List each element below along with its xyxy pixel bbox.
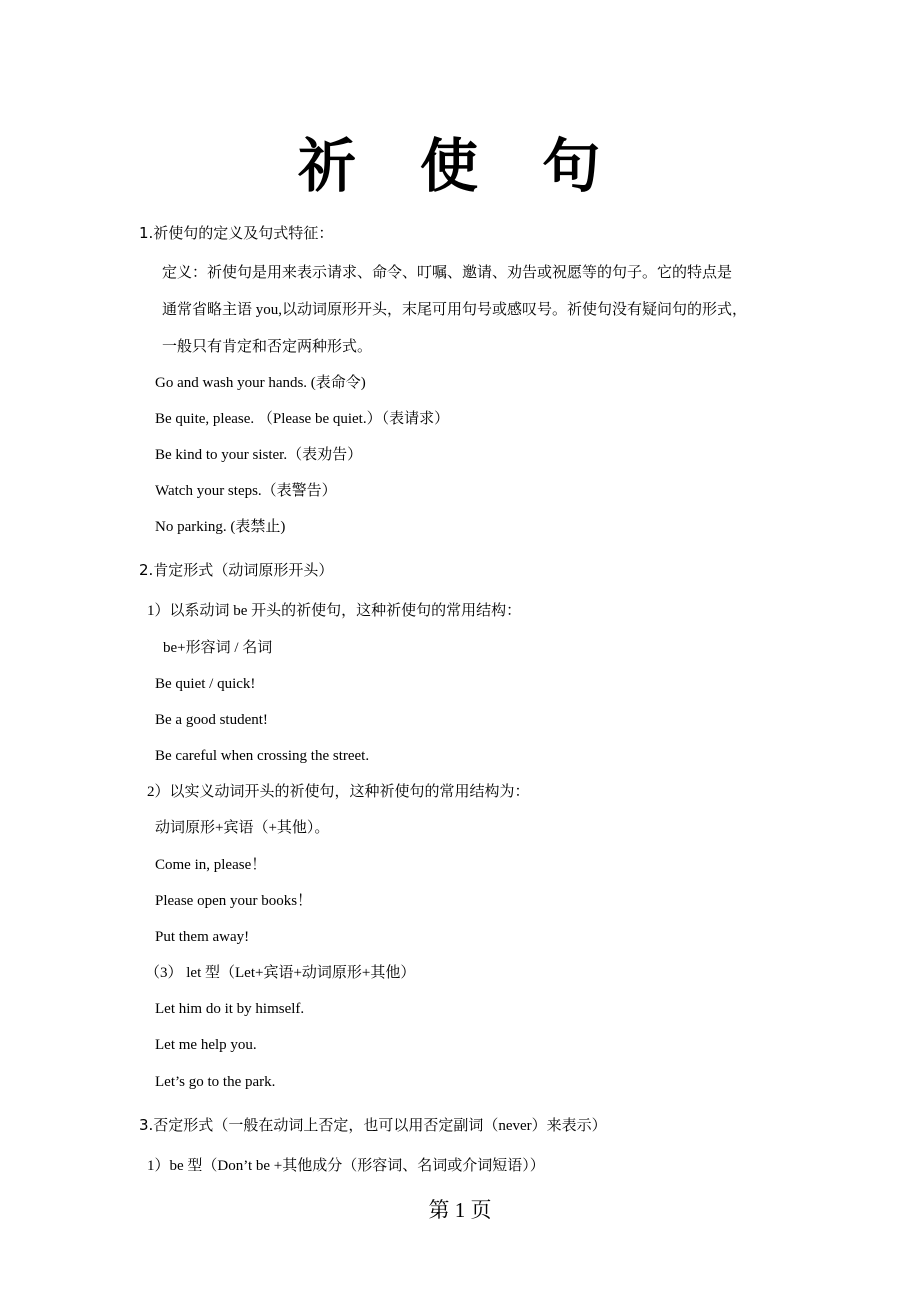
section2-heading: [139, 560, 333, 581]
example-sentence: Put them away!: [155, 929, 250, 945]
section2-heading-note: （动词原形开头）: [213, 563, 334, 579]
example-sentence: Let him do it by himself.: [155, 1001, 305, 1017]
example-sentence: No parking. (表禁止): [155, 519, 286, 535]
example-sentence: Be a good student!: [155, 712, 268, 728]
definition-line: 定义：祈使句是用来表示请求、命令、叮嘱、邀请、劝告或祝愿等的句子。它的特点是: [162, 265, 733, 281]
page-number: 第 1 页: [428, 1198, 492, 1222]
subsection-heading: 1）以系动词 be 开头的祈使句，这种祈使句的常用结构：: [147, 603, 522, 619]
definition-line: 通常省略主语 you,以动词原形开头，末尾可用句号或感叹号。祈使句没有疑问句的形式，: [162, 302, 748, 318]
example-sentence: Watch your steps.（表警告）: [155, 483, 337, 499]
subsection-heading: （3） let 型（Let+宾语+动词原形+其他）: [145, 965, 416, 981]
example-sentence: Please open your books！: [155, 893, 313, 909]
section2-heading-text: 2.肯定形式: [139, 561, 214, 579]
subsection-heading: 2）以实义动词开头的祈使句，这种祈使句的常用结构为：: [147, 784, 530, 800]
subsection-heading: 1）be 型（Don’t be +其他成分（形容词、名词或介词短语））: [147, 1158, 545, 1174]
example-sentence: Be careful when crossing the street.: [155, 748, 370, 764]
section3-heading-text: 3.否定形式: [139, 1116, 214, 1134]
example-sentence: Let me help you.: [155, 1037, 257, 1053]
section3-heading: [139, 1115, 607, 1136]
example-sentence: Be kind to your sister.（表劝告）: [155, 447, 363, 463]
example-sentence: Go and wash your hands. (表命令): [155, 375, 366, 391]
section1-heading: 1.祈使句的定义及句式特征：: [139, 224, 334, 242]
section3-heading-note: （一般在动词上否定，也可以用否定副词（never）来表示）: [213, 1118, 607, 1134]
example-sentence: Be quiet / quick!: [155, 676, 256, 692]
structure-formula: be+形容词 / 名词: [163, 640, 273, 656]
example-sentence: Let’s go to the park.: [155, 1074, 276, 1090]
definition-line: 一般只有肯定和否定两种形式。: [162, 339, 373, 355]
page-title: 祈 使 句: [297, 132, 623, 200]
structure-formula: 动词原形+宾语（+其他）。: [155, 820, 330, 836]
example-sentence: Come in, please！: [155, 857, 267, 873]
example-sentence: Be quite, please. （Please be quiet.）（表请求）: [155, 411, 450, 427]
